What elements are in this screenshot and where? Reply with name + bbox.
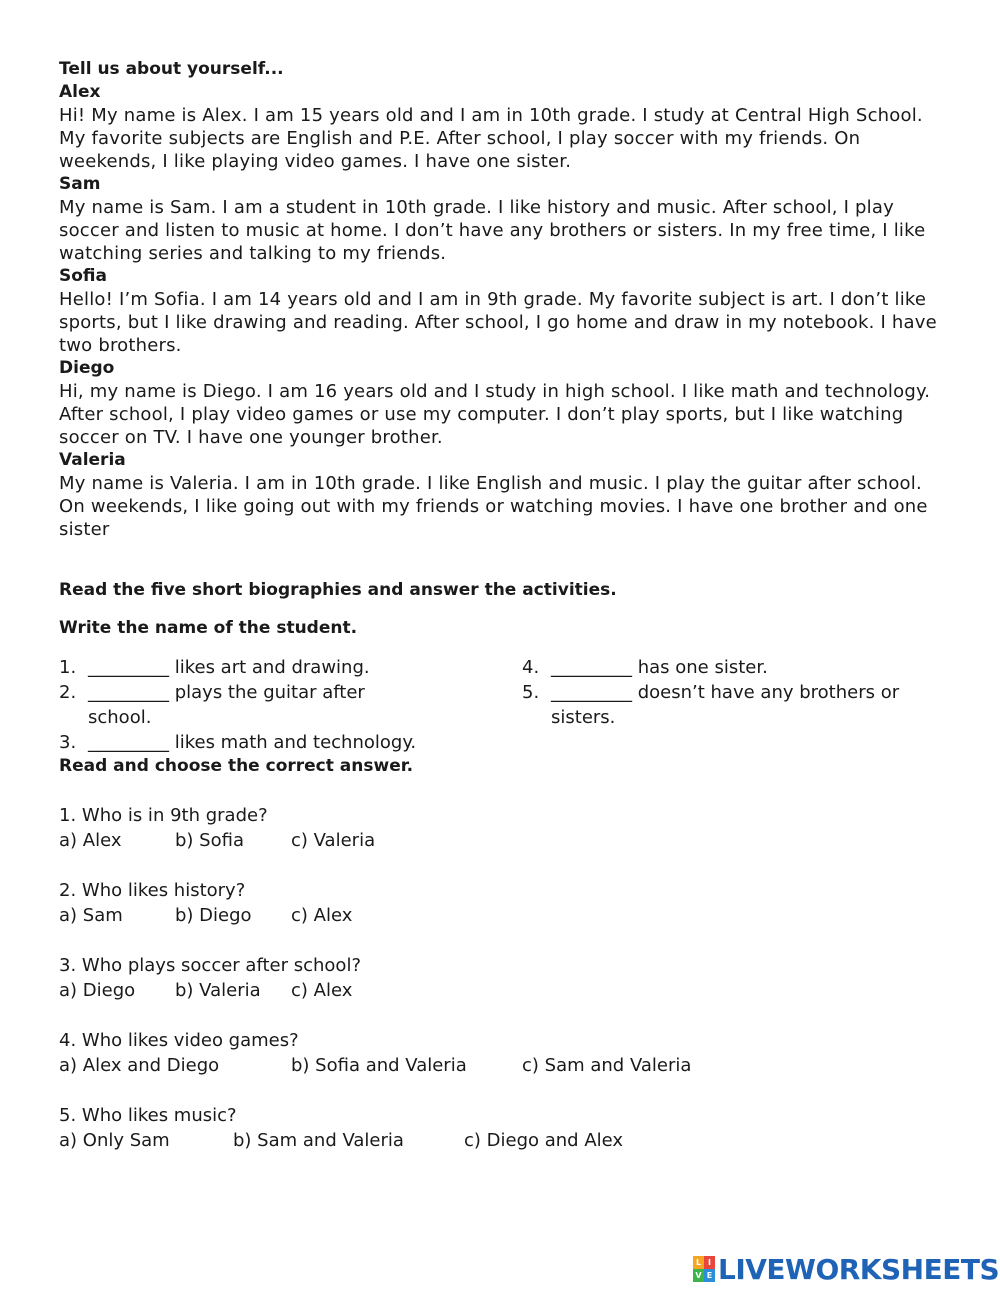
option-b[interactable]: b) Valeria: [175, 980, 261, 1001]
bio-sofia: [59, 265, 949, 357]
question-4: [59, 1028, 949, 1078]
option-a[interactable]: a) Alex: [59, 830, 122, 851]
fill-blanks-right: [522, 655, 952, 755]
question-text: 3. Who plays soccer after school?: [59, 955, 361, 976]
logo-letter: V: [693, 1269, 704, 1282]
fill-text: _________ has one sister.: [551, 657, 768, 678]
page-title: Tell us about yourself...: [59, 59, 284, 79]
option-a[interactable]: a) Sam: [59, 905, 123, 926]
option-a[interactable]: a) Diego: [59, 980, 136, 1001]
option-b[interactable]: b) Sofia: [175, 830, 244, 851]
fill-number: 2.: [59, 682, 77, 703]
answer-options: [59, 828, 949, 853]
option-c[interactable]: c) Valeria: [291, 830, 376, 851]
fill-text: _________ likes math and technology.: [88, 732, 417, 753]
option-c[interactable]: c) Sam and Valeria: [522, 1055, 692, 1076]
option-c[interactable]: c) Alex: [291, 980, 353, 1001]
answer-options: [59, 1128, 949, 1153]
bio-name: Alex: [59, 82, 101, 102]
fill-number: 5.: [522, 682, 540, 703]
option-a[interactable]: a) Only Sam: [59, 1130, 170, 1151]
fill-item[interactable]: [59, 680, 522, 730]
fill-item[interactable]: [59, 655, 522, 680]
instruction-write-name: Write the name of the student.: [59, 618, 358, 638]
instruction-read: Read the five short biographies and answer the activities.: [59, 580, 617, 600]
fill-number: 1.: [59, 657, 77, 678]
logo-letter: E: [704, 1269, 715, 1282]
logo-letter: L: [693, 1256, 704, 1269]
fill-item[interactable]: [522, 655, 952, 680]
liveworksheets-logo[interactable]: [693, 1252, 999, 1286]
question-text: 5. Who likes music?: [59, 1105, 237, 1126]
option-c[interactable]: c) Alex: [291, 905, 353, 926]
bio-text: Hello! I’m Sofia. I am 14 years old and I am in 9th grade. My favorite subject is art. I don’t like sports, but I like drawing and reading. After school, I go home and draw in my notebook. I have two brothers.: [59, 289, 937, 356]
question-3: [59, 953, 949, 1003]
bio-diego: [59, 357, 949, 449]
fill-number: 3.: [59, 732, 77, 753]
bio-name: Diego: [59, 358, 115, 378]
fill-text: _________ doesn’t have any brothers or sisters.: [551, 682, 900, 728]
option-c[interactable]: c) Diego and Alex: [464, 1130, 624, 1151]
question-1: [59, 803, 949, 853]
answer-options: [59, 903, 949, 928]
fill-text: _________ likes art and drawing.: [88, 657, 370, 678]
bio-sam: [59, 173, 949, 265]
question-5: [59, 1103, 949, 1153]
bio-text: My name is Sam. I am a student in 10th grade. I like history and music. After school, I play soccer and listen to music at home. I don’t have any brothers or sisters. In my free time, I like watching series and talking to my friends.: [59, 197, 926, 264]
answer-options: [59, 978, 949, 1003]
fill-blanks: [59, 655, 949, 755]
logo-text: LIVEWORKSHEETS: [718, 1252, 1000, 1286]
logo-mark-icon: [693, 1256, 715, 1282]
bio-name: Sam: [59, 174, 101, 194]
fill-blanks-left: [59, 655, 522, 755]
worksheet: [59, 58, 949, 1153]
logo-letter: I: [704, 1256, 715, 1269]
fill-text: _________ plays the guitar after school.: [88, 682, 365, 728]
option-b[interactable]: b) Sam and Valeria: [233, 1130, 404, 1151]
bio-name: Valeria: [59, 450, 126, 470]
option-b[interactable]: b) Sofia and Valeria: [291, 1055, 467, 1076]
question-text: 1. Who is in 9th grade?: [59, 805, 268, 826]
bio-text: Hi, my name is Diego. I am 16 years old and I study in high school. I like math and technology. After school, I play video games or use my computer. I don’t play sports, but I like watching soccer on TV. I have one younger brother.: [59, 381, 931, 448]
option-a[interactable]: a) Alex and Diego: [59, 1055, 220, 1076]
answer-options: [59, 1053, 949, 1078]
question-text: 4. Who likes video games?: [59, 1030, 299, 1051]
option-b[interactable]: b) Diego: [175, 905, 252, 926]
instruction-choose: Read and choose the correct answer.: [59, 756, 414, 776]
bio-alex: [59, 81, 949, 173]
bio-text: Hi! My name is Alex. I am 15 years old and I am in 10th grade. I study at Central High School. My favorite subjects are English and P.E. After school, I play soccer with my friends. On weekends, I like playing video games. I have one sister.: [59, 105, 923, 172]
question-2: [59, 878, 949, 928]
fill-number: 4.: [522, 657, 540, 678]
fill-item[interactable]: [59, 730, 522, 755]
bio-text: My name is Valeria. I am in 10th grade. I like English and music. I play the guitar after school. On weekends, I like going out with my friends or watching movies. I have one brother and one sister: [59, 473, 928, 540]
question-text: 2. Who likes history?: [59, 880, 246, 901]
bio-valeria: [59, 449, 949, 541]
fill-item[interactable]: [522, 680, 952, 730]
bio-name: Sofia: [59, 266, 107, 286]
